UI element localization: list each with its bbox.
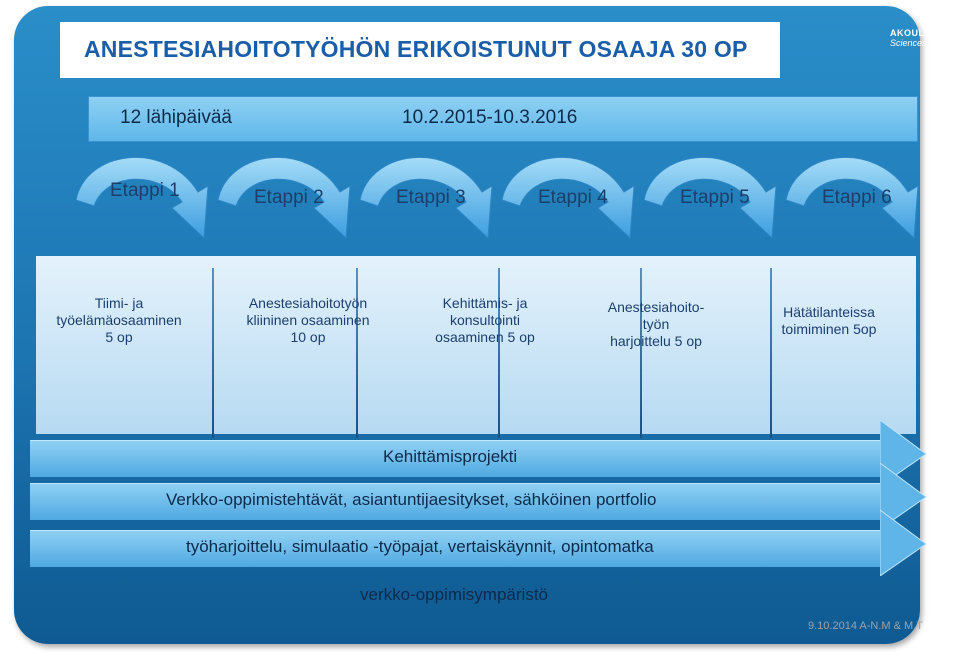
module-line: osaaminen 5 op — [435, 329, 535, 345]
stage-label-4: Etappi 4 — [538, 187, 608, 208]
module-4 — [580, 299, 732, 350]
module-line: kliininen osaaminen — [246, 312, 370, 328]
contact-days-label: 12 lähipäivää — [120, 107, 232, 128]
band-text-3: työharjoittelu, simulaatio -työpajat, vertaiskäynnit, opintomatka — [186, 537, 654, 556]
module-line: 10 op — [290, 329, 326, 345]
module-line: Hätätilanteissa — [783, 304, 875, 320]
module-line: harjoittelu 5 op — [610, 333, 702, 349]
module-5 — [753, 304, 905, 338]
module-divider — [770, 268, 772, 438]
module-divider — [640, 268, 642, 438]
module-line: toimiminen 5op — [781, 321, 877, 337]
module-line: Tiimi- ja — [94, 295, 144, 311]
band-text-2: Verkko-oppimistehtävät, asiantuntijaesitykset, sähköinen portfolio — [166, 490, 657, 509]
module-line: Anestesiahoito- — [607, 299, 705, 315]
module-line: työelämäosaaminen — [56, 312, 182, 328]
module-divider — [356, 268, 358, 438]
module-line: Anestesiahoitotyön — [248, 295, 368, 311]
module-line: Kehittämis- ja — [442, 295, 528, 311]
period-label: 10.2.2015-10.3.2016 — [402, 107, 578, 128]
footer-date: 9.10.2014 A-N.M & M.T — [808, 620, 923, 632]
page-title: ANESTESIAHOITOTYÖHÖN ERIKOISTUNUT OSAAJA 30 OP — [84, 36, 748, 62]
module-3 — [409, 295, 561, 346]
module-line: työn — [642, 316, 670, 332]
stage-label-3: Etappi 3 — [396, 187, 466, 208]
stage-label-6: Etappi 6 — [822, 187, 892, 208]
band-arrow-tip — [880, 510, 930, 576]
module-2 — [232, 295, 384, 346]
logo-line-2: Sciences — [890, 38, 927, 48]
module-1 — [43, 295, 195, 346]
module-line: konsultointi — [449, 312, 521, 328]
module-line: 5 op — [105, 329, 133, 345]
stage-label-5: Etappi 5 — [680, 187, 750, 208]
band-text-4: verkko-oppimisympäristö — [360, 585, 548, 604]
stage-label-2: Etappi 2 — [254, 187, 324, 208]
logo-line-1: AKOULU — [890, 28, 932, 38]
band-text-1: Kehittämisprojekti — [383, 447, 518, 466]
stage-label-1: Etappi 1 — [110, 180, 180, 201]
module-divider — [212, 268, 214, 438]
module-divider — [498, 268, 500, 438]
